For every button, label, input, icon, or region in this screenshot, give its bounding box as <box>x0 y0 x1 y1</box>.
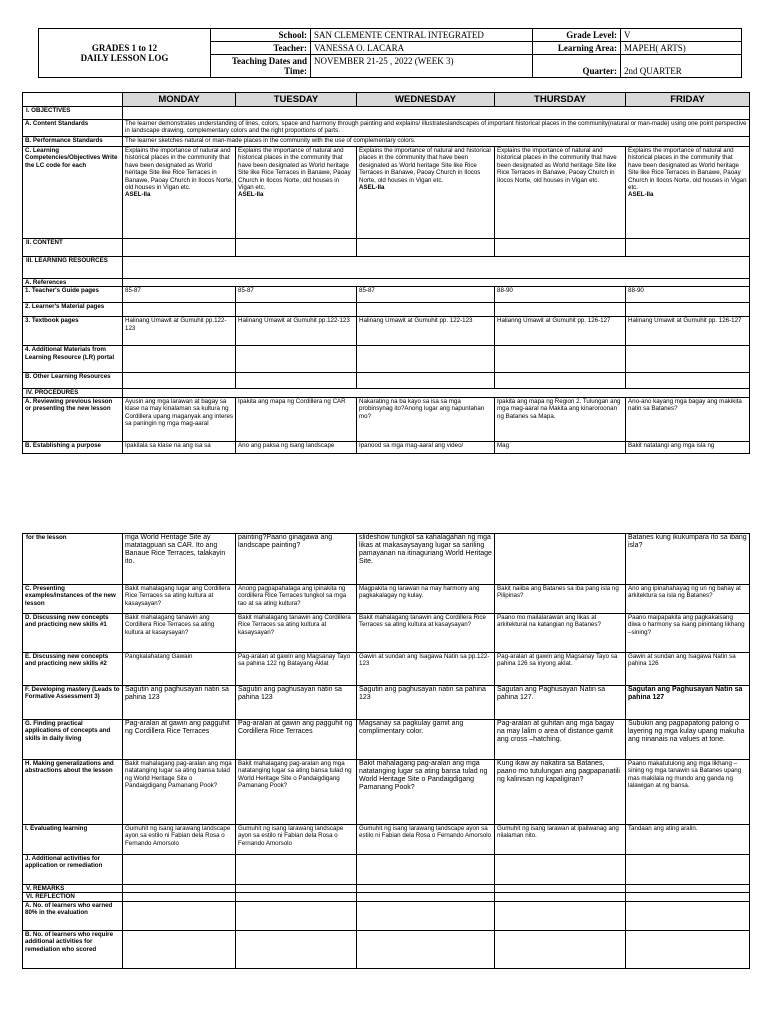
discussing-2-label: E. Discussing new concepts and practicing new skills #2 <box>23 653 123 686</box>
establishing-purpose-label: B. Establishing a purpose <box>23 441 123 453</box>
practical-friday: Subukin ang pagpapatong patong o layering ng mga kulay upang makuha ang ninanais na values at tone. <box>626 720 750 760</box>
competency-wednesday: Explains the importance of natural and historical places in the community that have been designated as World heritage Site like Rice Terraces in Banawe, Paoay Church in Ilocos Norte, old houses in Vigan etc. ASEL-IIa <box>357 147 495 239</box>
textbook-friday: Halinang Umawit at Gumuhit pp. 126-127 <box>626 317 750 346</box>
practical-monday: Pag-aralan at gawin ang pagguhit ng Cordillera Rice Terraces <box>123 720 236 760</box>
lr-portal-label: 4. Additional Materials from Learning Resource (LR) portal <box>23 346 123 373</box>
practical-applications-label: G. Finding practical applications of concepts and skills in daily living <box>23 720 123 760</box>
purpose-tuesday: Ano ang paksa ng isang landscape <box>236 441 357 453</box>
lesson-log-page-1 <box>0 0 768 475</box>
practical-tuesday: Pag-aralan at gawin ang pagguhit ng Cordillera Rice Terraces <box>236 720 357 760</box>
learners-80-label: A. No. of learners who earned 80% in the evaluation <box>23 901 123 930</box>
purpose-wednesday: Ipanood sa mga mag-aaral ang video/ <box>357 441 495 453</box>
day-thursday: THURSDAY <box>495 93 626 107</box>
review-thursday: Ipakita ang mapa ng Region 2. Tulungan ang mga mag-aaral na Makita ang kinaroroonan ng Batanes sa Mapa. <box>495 397 626 441</box>
tg-pages-tuesday: 85-87 <box>236 287 357 303</box>
presenting-wednesday: Magpakita ng larawan na may harmony ang pagkakalagay ng kulay. <box>357 585 495 614</box>
purpose-cont-tuesday: painting?Paano ginagawa ang landscape painting? <box>236 534 357 585</box>
mastery-thursday: Sagutan ang Paghusayan Natin sa pahina 127. <box>495 686 626 720</box>
purpose-cont-thursday <box>495 534 626 585</box>
presenting-friday: Ano ang ipinahahayag ng uri ng bahay at arkitektura sa isla ng Batanes? <box>626 585 750 614</box>
purpose-thursday: Mag <box>495 441 626 453</box>
quarter-label: Quarter: <box>533 55 621 78</box>
learning-resources-label: III. LEARNING RESOURCES <box>23 257 123 279</box>
mastery-tuesday: Sagutin ang paghusayan natin sa pahina 123 <box>236 686 357 720</box>
remarks-label: V. REMARKS <box>23 885 123 893</box>
developing-mastery-label: F. Developing mastery (Leads to Formative Assessment 3) <box>23 686 123 720</box>
day-tuesday: TUESDAY <box>236 93 357 107</box>
presenting-examples-label: C. Presenting examples/instances of the new lesson <box>23 585 123 614</box>
competencies-label: C. Learning Competencies/Objectives Write the LC code for each <box>23 147 123 239</box>
title-line-1: GRADES 1 to 12 <box>91 43 158 53</box>
teaching-dates-value: NOVEMBER 21-25 , 2022 (WEEK 3) <box>311 55 533 78</box>
learning-area-label: Learning Area: <box>533 42 621 55</box>
content-label: II. CONTENT <box>23 239 123 257</box>
learning-area-value: MAPEH( ARTS) <box>621 42 742 55</box>
discussing1-friday: Paano maipapakita ang pagkakaisang diwa o harmony sa isang pinintang likhang –sining? <box>626 614 750 653</box>
mastery-friday: Sagutan ang Paghusayan Natin sa pahina 127 <box>626 686 750 720</box>
textbook-tuesday: Halinang Umawit at Gumuhit pp.122-123 <box>236 317 357 346</box>
discussing1-wednesday: Bakit mahalagang tanawin ang Cordillera Rice Terraces sa ating kultura at kasaysayan? <box>357 614 495 653</box>
performance-standards-label: B. Performance Standards <box>23 137 123 147</box>
teachers-guide-label: 1. Teacher's Guide pages <box>23 287 123 303</box>
discussing2-tuesday: Pag-aralan at gawin ang Magsanay Tayo sa pahina 122 ng Batayang Aklat <box>236 653 357 686</box>
review-monday: Ayusin ang mga larawan at bagay sa klase na may kinalaman sa kultura ng Cordillera upang maganyak ang interes sa paningin ng mga mag-aaral <box>123 397 236 441</box>
purpose-cont-friday: Batanes kung ikukumpara ito sa ibang isla? <box>626 534 750 585</box>
textbook-wednesday: Halinang Umawit at Gumuhit pp. 122-123 <box>357 317 495 346</box>
evaluating-thursday: Gumuhit ng isang larawan at ipaliwanag ang nilalaman nito. <box>495 825 626 855</box>
generalizations-friday: Paano makatutulong ang mga likhang –sining ng mga tanawin sa Batanes upang mas makilala ng mundo ang ganda ng lalawigan at ng bansa. <box>626 760 750 825</box>
purpose-cont-monday: mga World Heritage Site ay matatagpuan sa CAR. Ito ang Banaue Rice Terraces, talakayin ito. <box>123 534 236 585</box>
competency-thursday: Explains the importance of natural and historical places in the community that have been designated as World heritage Site like Rice Terraces in Banawe, Paoay Church in Ilocos Norte, old houses in Vigan etc. <box>495 147 626 239</box>
reflection-label: VI. REFLECTION <box>23 893 123 901</box>
discussing1-monday: Bakit mahalagang tanawin ang Cordillera Rice Terraces sa ating kultura at kasaysayan? <box>123 614 236 653</box>
practical-thursday: Pag-aralan at guhitan ang mga bagay na may lalim o area of distance gamit ang cross –hatching. <box>495 720 626 760</box>
generalizations-monday: Bakit mahalagang pag-aralan ang mga natatanging lugar sa ating bansa tulad ng World Heritage Site o Pandaigdigang Pamanang Pook? <box>123 760 236 825</box>
content-standards-label: A. Content Standards <box>23 120 123 137</box>
day-monday: MONDAY <box>123 93 236 107</box>
grade-level-value: V <box>621 29 742 42</box>
purpose-cont-wednesday: slideshow tungkol sa kahalagahan ng mga likas at makasaysayang lugar sa sariling pamayanan na itinaguriang World Heritage Site. <box>357 534 495 585</box>
header-table <box>38 28 742 78</box>
evaluating-friday: Tandaan ang ating aralin. <box>626 825 750 855</box>
teacher-label: Teacher: <box>211 42 311 55</box>
tg-pages-thursday: 88-90 <box>495 287 626 303</box>
additional-activities-label: J. Additional activities for application or remediation <box>23 855 123 885</box>
discussing2-friday: Gawin at sundan ang Isagawa Natin sa pahina 126 <box>626 653 750 686</box>
tg-pages-friday: 88-90 <box>626 287 750 303</box>
mastery-wednesday: Sagutin ang paghusayan natin sa pahina 123 <box>357 686 495 720</box>
learners-material-label: 2. Learner's Material pages <box>23 303 123 317</box>
presenting-thursday: Bakit naiiba ang Batanes sa iba pang isla ng Pilipinas? <box>495 585 626 614</box>
competency-tuesday: Explains the importance of natural and historical places in the community that have been designated as World heritage Site like Rice Terraces in Banawe, Paoay Church in Ilocos Norte, old houses in Vigan etc. ASEL-IIa <box>236 147 357 239</box>
purpose-friday: Bakit natatangi ang mga isla ng <box>626 441 750 453</box>
review-wednesday: Nakarating na ba kayo sa isa sa mga probinsynag ito?Anong lugar ang napuntahan mo? <box>357 397 495 441</box>
review-friday: Ano-ano kayang mga bagay ang makikita natin sa Batanes? <box>626 397 750 441</box>
title-line-2: DAILY LESSON LOG <box>80 53 169 63</box>
purpose-continued-label: for the lesson <box>23 534 123 585</box>
teacher-value: VANESSA O. LACARA <box>311 42 533 55</box>
day-friday: FRIDAY <box>626 93 750 107</box>
review-tuesday: Ipakita ang mapa ng Cordillera ng CAR <box>236 397 357 441</box>
presenting-monday: Bakit mahalagang lugar ang Cordillera Rice Terraces sa ating kultura at kasaysayan? <box>123 585 236 614</box>
textbook-monday: Halinang Umawit at Gumuhit pp.122-123 <box>123 317 236 346</box>
tg-pages-monday: 85-87 <box>123 287 236 303</box>
evaluating-wednesday: Gumuhit ng isang larawang landscape ayon sa estilo ni Fabian dela Rosa o Fernando Amorsolo <box>357 825 495 855</box>
generalizations-tuesday: Bakit mahalagang pag-aralan ang mga natatanging lugar sa ating bansa tulad ng World Heritage Site o Pandaigdigang Pamanang Pook? <box>236 760 357 825</box>
day-wednesday: WEDNESDAY <box>357 93 495 107</box>
textbook-label: 3. Textbook pages <box>23 317 123 346</box>
reviewing-lesson-label: A. Reviewing previous lesson or presenting the new lesson <box>23 397 123 441</box>
generalizations-thursday: Kung ikaw ay nakatira sa Batanes, paano mo tutulungan ang pagpapanatili ng kalinisan ng kapaligiran? <box>495 760 626 825</box>
quarter-value: 2nd QUARTER <box>621 55 742 78</box>
competency-monday: Explains the importance of natural and historical places in the community that have been designated as World heritage Site like Rice Terraces in Banawe, Paoay Church in Ilocos Norte, old houses in Vigan etc. ASEL-IIa <box>123 147 236 239</box>
generalizations-wednesday: Bakit mahalagang pag-aralan ang mga natatanging lugar sa ating bansa tulad ng World Heritage Site o Pandaigdigang Pamanang Pook? <box>357 760 495 825</box>
discussing2-thursday: Pag-aralan at gawin ang Magsanay Tayo sa pahina 126 sa inyong aklat. <box>495 653 626 686</box>
log-title <box>39 29 211 78</box>
generalizations-label: H. Making generalizations and abstractions about the lesson <box>23 760 123 825</box>
discussing-1-label: D. Discussing new concepts and practicing new skills #1 <box>23 614 123 653</box>
evaluating-learning-label: I. Evaluating learning <box>23 825 123 855</box>
discussing1-thursday: Paano mo mailalarawan ang likas at arkitektural na katangian ng Batanes? <box>495 614 626 653</box>
practical-wednesday: Magsanay sa pagkulay gamit ang complimentary color. <box>357 720 495 760</box>
school-label: School: <box>211 29 311 42</box>
lesson-log-table-1 <box>22 92 750 454</box>
discussing2-monday: Pangkalahatang Gawain <box>123 653 236 686</box>
lesson-log-page-2 <box>0 533 768 1024</box>
references-label: A. References <box>23 279 123 287</box>
performance-standards-text: The learner sketches natural or man-made places in the community with the use of complementary colors. <box>123 137 750 147</box>
discussing2-wednesday: Gawin at sundan ang Isagawa Natin sa pp.122-123 <box>357 653 495 686</box>
lesson-log-table-2 <box>22 533 750 969</box>
competency-friday: Explains the importance of natural and historical places in the community that have been designated as World heritage Site like Rice Terraces in Banawe, Paoay Church in Ilocos Norte, old houses in Vigan etc. ASEL-IIa <box>626 147 750 239</box>
corner-cell <box>23 93 123 107</box>
other-resources-label: B. Other Learning Resources <box>23 373 123 389</box>
grade-level-label: Grade Level: <box>533 29 621 42</box>
evaluating-tuesday: Gumuhit ng isang larawang landscape ayon sa estilo ni Fabian dela Rosa o Fernando Amorsolo <box>236 825 357 855</box>
presenting-tuesday: Anong pagpapahalaga ang ipinakita ng cordillera Rice Terraces tungkol sa mga tao at sa ating kultura? <box>236 585 357 614</box>
discussing1-tuesday: Bakit mahalagang tanawin ang Cordillera Rice Terraces sa ating kultura at kasaysayan? <box>236 614 357 653</box>
teaching-dates-label: Teaching Dates and Time: <box>211 55 311 78</box>
content-standards-text: The learner demonstrates understanding of lines, colors, space and harmony through painting and explains/ illustrateslandscapes of important historical places in the community(natural or man-made) using one point perspective in landscape drawing, complementary colors and the right proportions of parts. <box>123 120 750 137</box>
mastery-monday: Sagutin ang paghusayan natin sa pahina 123 <box>123 686 236 720</box>
textbook-thursday: Halianng Umawit at Gumuhit pp. 126-127 <box>495 317 626 346</box>
purpose-monday: Ipakilala sa klase na ang isa sa <box>123 441 236 453</box>
objectives-label: I. OBJECTIVES <box>23 107 123 120</box>
evaluating-monday: Gumuhit ng isang larawang landscape ayon sa estilo ni Fabian dela Rosa o Fernando Amorsolo <box>123 825 236 855</box>
school-value: SAN CLEMENTE CENTRAL INTEGRATED <box>311 29 533 42</box>
procedures-label: IV. PROCEDURES <box>23 389 123 397</box>
tg-pages-wednesday: 85-87 <box>357 287 495 303</box>
remediation-label: B. No. of learners who require additional activities for remediation who scored <box>23 930 123 968</box>
